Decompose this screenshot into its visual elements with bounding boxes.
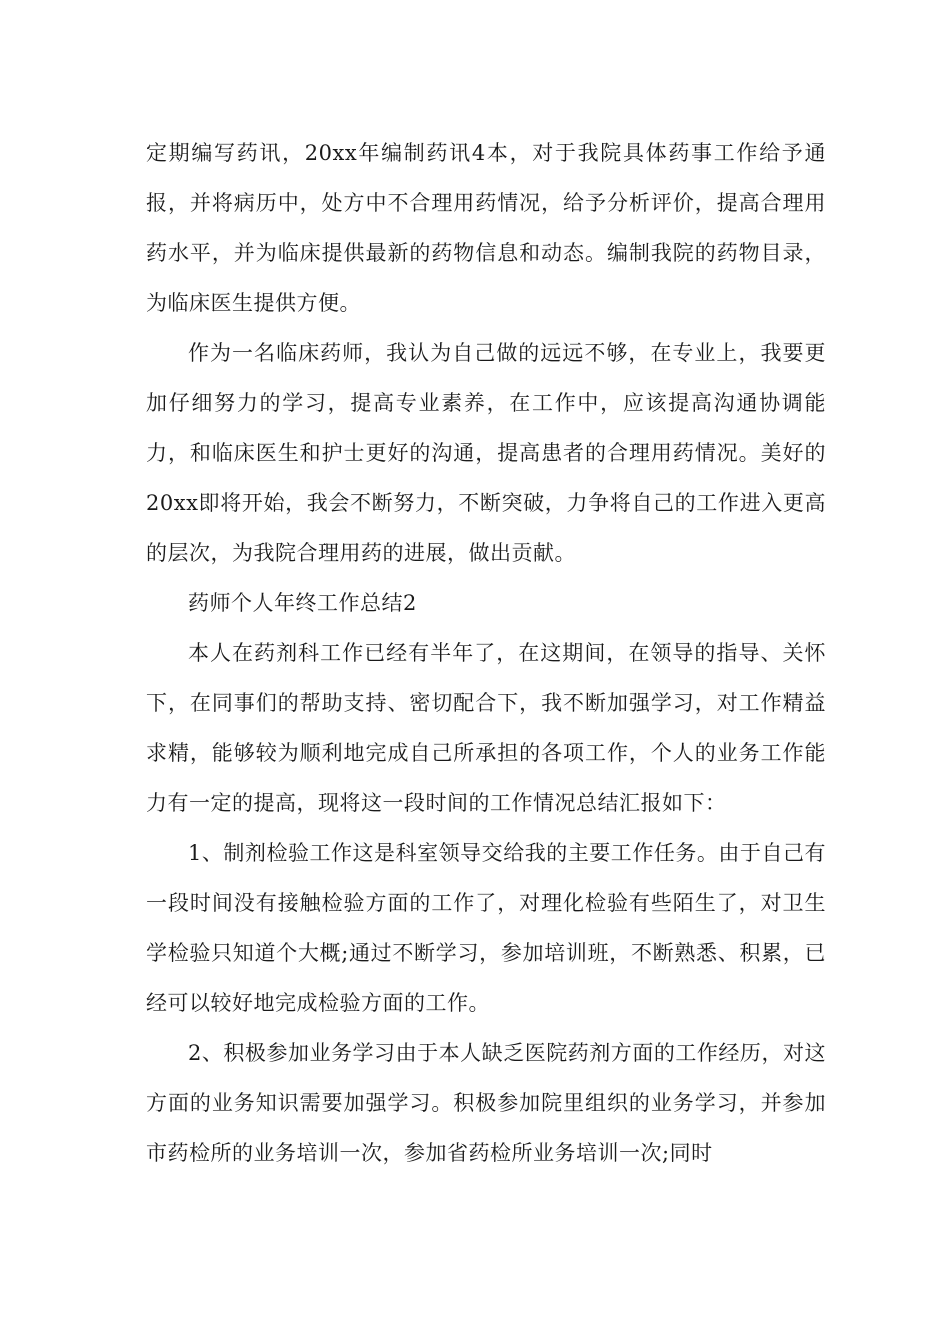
paragraph-clinical-pharmacist: 作为一名临床药师，我认为自己做的远远不够，在专业上，我要更加仔细努力的学习，提高专业素养，在工作中，应该提高沟通协调能力，和临床医生和护士更好的沟通，提高患者的合理用药情况。美好的20xx即将开始，我会不断努力，不断突破，力争将自己的工作进入更高的层次，为我院合理用药的进展，做出贡献。 — [146, 341, 826, 565]
paragraph-intro: 本人在药剂科工作已经有半年了，在这期间，在领导的指导、关怀下，在同事们的帮助支持、密切配合下，我不断加强学习，对工作精益求精，能够较为顺利地完成自己所承担的各项工作，个人的业务工作能力有一定的提高，现将这一段时间的工作情况总结汇报如下： — [146, 641, 826, 815]
document-body — [146, 128, 826, 1178]
paragraph-item-1: 1、制剂检验工作这是科室领导交给我的主要工作任务。由于自己有一段时间没有接触检验方面的工作了，对理化检验有些陌生了，对卫生学检验只知道个大概;通过不断学习，参加培训班，不断熟悉、积累，已经可以较好地完成检验方面的工作。 — [146, 841, 826, 1015]
paragraph-item-2: 2、积极参加业务学习由于本人缺乏医院药剂方面的工作经历，对这方面的业务知识需要加强学习。积极参加院里组织的业务学习，并参加市药检所的业务培训一次，参加省药检所业务培训一次;同时 — [146, 1041, 826, 1165]
paragraph-continuation: 定期编写药讯，20xx年编制药讯4本，对于我院具体药事工作给予通报，并将病历中，处方中不合理用药情况，给予分析评价，提高合理用药水平，并为临床提供最新的药物信息和动态。编制我院的药物目录，为临床医生提供方便。 — [146, 141, 826, 315]
section-heading: 药师个人年终工作总结2 — [188, 591, 417, 615]
